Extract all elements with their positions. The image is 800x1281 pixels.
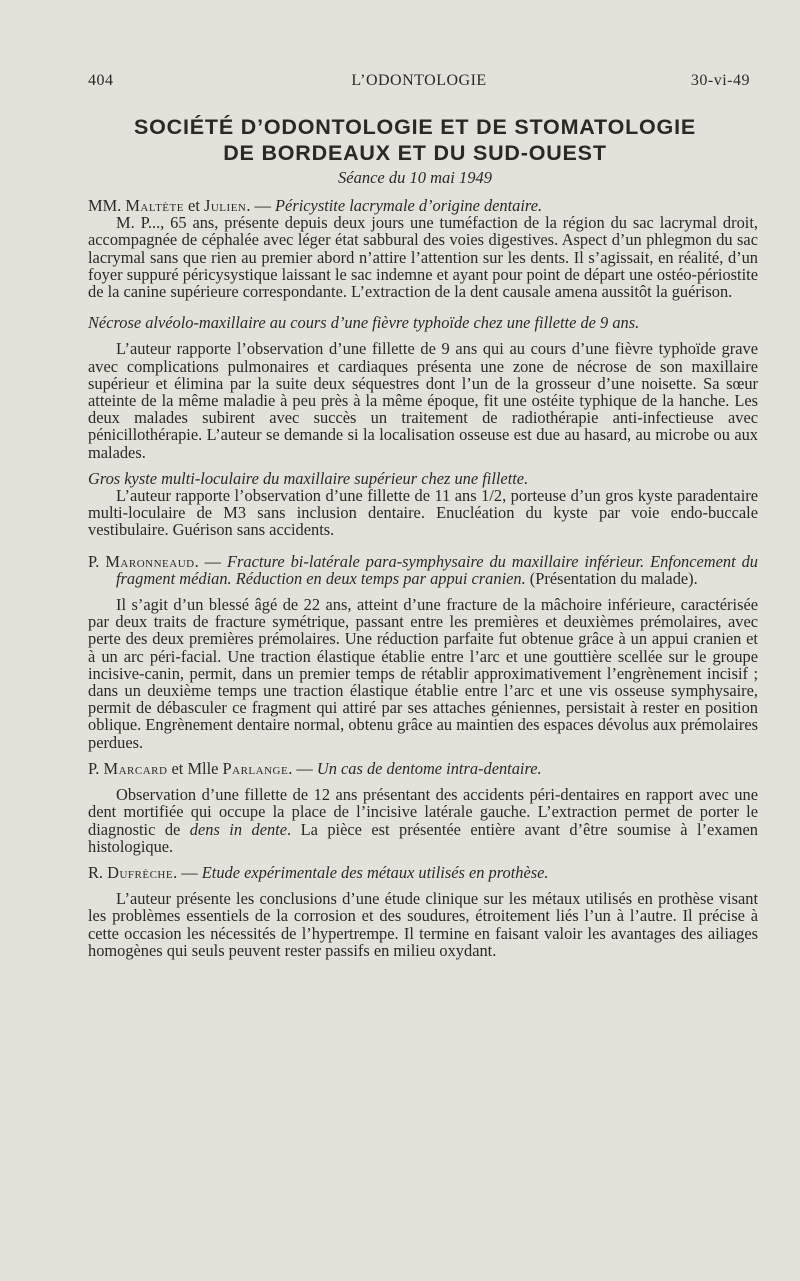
article-body [88,197,758,959]
communication-text: M. P..., 65 ans, présente depuis deux jours une tuméfaction de la région du sac lacrymal droit, accompagnée de céphalée avec léger état sabbural des voies digestives. Aspect d’un phlegmon du sac lacrymal sans que rien au premier abord n’attire l’attention sur les dents. Il s’agissait, en réalité, d’un foyer suppuré péricysystique laissant le sac indemne et ayant pour point de départ une ostéo-périostite de la canine supérieure correspondante. L’extraction de la dent causale amena aussitôt la guérison. [88,213,758,302]
communication-heading: R. Dufrèche. — Etude expérimentale des métaux utilisés en prothèse. [88,862,549,882]
communication-text: L’auteur rapporte l’observation d’une fillette de 11 ans 1/2, porteuse d’un gros kyste paradentaire multi-loculaire de M3 sans inclusion dentaire. Enucléation du kyste par voie endo-buccale vestibulaire. Guérison sans accidents. [88,486,758,540]
communication-heading: Nécrose alvéolo-maxillaire au cours d’une fièvre typhoïde chez une fillette de 9 ans. [88,313,640,333]
communication-heading: Gros kyste multi-loculaire du maxillaire supérieur chez une fillette. [88,468,529,488]
communication-text: L’auteur rapporte l’observation d’une fillette de 9 ans qui au cours d’une fièvre typhoïde grave avec complications pulmonaires et cardiaques présenta une zone de nécrose de son maxillaire supérieur et élimina par la suite deux séquestres dont l’un de la grosseur d’une noisette. Sa sœur atteinte de la même maladie à peu près à la même époque, fit une ostéite typhique de la hanche. Les deux malades subirent avec succès un traitement de radiothérapie anti-infectieuse avec pénicillothérapie. L’auteur se demande si la localisation osseuse est due au hasard, au microbe ou aux malades. [88,339,758,462]
journal-title: L’ODONTOLOGIE [351,72,487,89]
communication-text: Observation d’une fillette de 12 ans présentant des accidents péri-dentaires en rapport avec une dent mortifiée qui occupe la place de l’incisive latérale gauche. L’extraction permet de porter le diagnostic de dens in dente. La pièce est présentée entière avant d’être soumise à l’examen histologique. [88,785,758,856]
running-header [88,72,750,96]
society-title-line2: DE BORDEAUX ET DU SUD-OUEST [223,141,607,165]
communication-text: Il s’agit d’un blessé âgé de 22 ans, atteint d’une fracture de la mâchoire inférieure, caractérisée par deux traits de fracture symétrique, passant entre les premières et deuxièmes prémolaires, avec perte des deux premières prémolaires. Une réduction parfaite fut obtenue grâce à un appui cranien et à un arc péri-facial. Une traction élastique établie entre l’arc et une gouttière scellée sur le groupe incisive-canin, permit, dans un premier temps de rétablir approximativement l’engrènement incisif ; dans un deuxième temps une traction élastique établie entre l’arc et une vis osseuse symphysaire, permit de débasculer ce fragment qui attiré par ses attaches géniennes, persistait à rester en position oblique. Engrènement dentaire normal, obtenu grâce au maintien des espaces dévolus aux prémolaires perdues. [88,595,758,752]
communication-heading: P. Marcard et Mlle Parlange. — Un cas de dentome intra-dentaire. [88,758,542,778]
session-date: Séance du 10 mai 1949 [338,168,492,187]
society-title-line1: SOCIÉTÉ D’ODONTOLOGIE ET DE STOMATOLOGIE [134,115,696,139]
communication-heading: P. Maronneaud. — Fracture bi-latérale para-symphysaire du maxillaire inférieur. Enfoncement du fragment médian. Réduction en deux temps par appui cranien. (Présentation du malade). [88,551,758,588]
communication-heading: MM. Maltète et Julien. — Péricystite lacrymale d’origine dentaire. [88,196,543,215]
communication-text: L’auteur présente les conclusions d’une étude clinique sur les métaux utilisés en prothèse visant les problèmes essentiels de la corrosion et des soudures, étroitement liés l’un à l’autre. Il précise à cette occasion les nécessités de l’hypertrempe. Il termine en faisant valoir les avantages des ailiages homogènes qui seuls peuvent rester passifs en milieu oxydant. [88,889,758,960]
issue-date: 30-vi-49 [690,72,750,89]
page-number: 404 [88,72,114,89]
